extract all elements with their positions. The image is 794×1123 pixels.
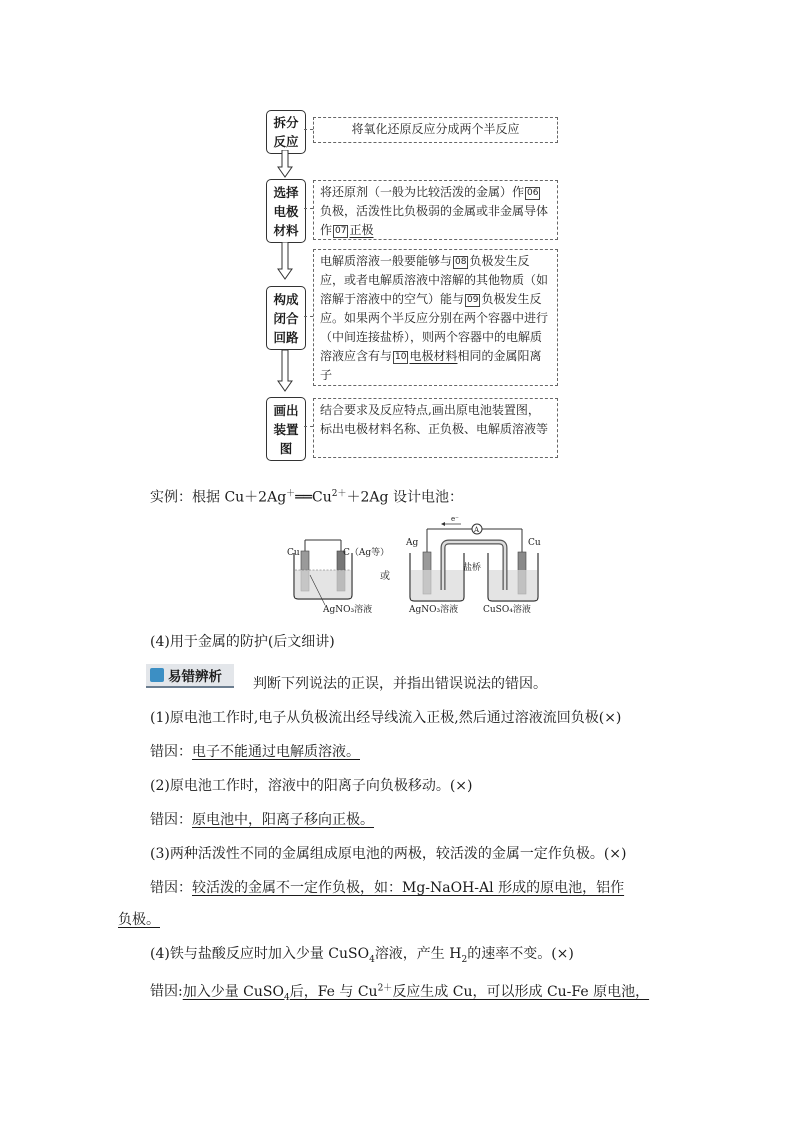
reason-4	[150, 978, 649, 1007]
reason-text: 原电池中，阳离子移向正极。	[192, 812, 374, 828]
connector	[304, 208, 313, 209]
reason-text: 负极。	[118, 912, 160, 928]
superscript: 2＋	[377, 983, 393, 993]
step-desc-text: 负极发生反应。如果两个半反应分别在两个容器中进行（中间连接盐桥），则两个容器中的电解质溶液应含有与	[320, 292, 549, 363]
reason-part: 加入少量 CuSO	[182, 983, 284, 1000]
step-label: 构成	[273, 291, 299, 307]
battery-diagram	[285, 515, 550, 620]
step-desc-text: 将还原剂（一般为比较活泼的金属）作	[320, 185, 525, 199]
step-desc-text: 结合要求及反应特点,画出原电池装置图，标出电极材料名称、正负极、电解质溶液等	[320, 403, 549, 436]
question-4	[150, 944, 574, 970]
mistake-intro: 判断下列说法的正误，并指出错误说法的错因。	[253, 676, 547, 692]
question-3: (3)两种活泼性不同的金属组成原电池的两极，较活泼的金属一定作负极。(×)	[150, 846, 627, 862]
step-closed-circuit	[266, 286, 306, 350]
step-desc	[313, 398, 558, 458]
single-cell-figure	[287, 540, 389, 615]
blank-number: 10	[395, 352, 407, 362]
reason-part: 后，Fe 与 Cu	[289, 983, 378, 1000]
connector	[304, 426, 313, 427]
step-desc-text: 相同的金属阳离子	[320, 349, 542, 382]
reason-label: 错因：	[150, 880, 192, 896]
step-split-reaction	[266, 110, 306, 154]
example-text: 实例：根据 Cu＋2Ag	[150, 489, 287, 506]
step-desc-text: 将氧化还原反应分成两个半反应	[351, 122, 520, 136]
reason-3-cont	[118, 910, 160, 930]
left-cu-label: Cu	[287, 548, 300, 558]
question-2: (2)原电池工作时，溶液中的阳离子向负极移动。(×)	[150, 778, 473, 794]
connector	[304, 316, 313, 317]
example-text: ＋2Ag 设计电池：	[346, 489, 463, 506]
step-label: 拆分	[273, 115, 299, 130]
example-line	[150, 484, 463, 508]
step-desc	[313, 117, 558, 143]
mistake-badge	[146, 664, 234, 688]
step-label: 反应	[273, 134, 299, 149]
step-desc-text: 负极发生反应，或者电解质溶液中溶解的其他物质（如溶解于溶液中的空气）能与	[320, 254, 549, 306]
blank-number: 08	[455, 257, 467, 267]
step-desc	[313, 180, 558, 240]
subscript: 4	[283, 992, 290, 1003]
reason-3	[150, 878, 624, 898]
step-label: 回路	[273, 329, 299, 345]
step-label: 材料	[273, 222, 299, 238]
example-text: ══Cu	[295, 489, 332, 506]
step-desc-text: 电极材料	[409, 349, 458, 363]
reason-label: 错因：	[150, 812, 192, 828]
step-label: 画出	[273, 402, 299, 418]
blank-number: 09	[467, 295, 479, 305]
superscript: ＋	[286, 489, 296, 499]
connector	[304, 129, 313, 130]
reason-text: 较活泼的金属不一定作负极，如：Mg-NaOH-Al 形成的原电池，铝作	[192, 880, 625, 896]
salt-bridge-label: 盐桥	[463, 563, 482, 573]
down-arrow-icon	[277, 350, 293, 392]
or-label: 或	[380, 571, 390, 582]
superscript: 2＋	[331, 489, 347, 499]
badge-title: 易错辨析	[168, 669, 222, 685]
down-arrow-icon	[277, 242, 293, 280]
reason-label: 错因：	[150, 744, 192, 760]
step-label: 图	[279, 440, 293, 456]
left-c-label: C（Ag等）	[343, 548, 390, 558]
reason-part: 反应生成 Cu，可以形成 Cu-Fe 原电池，	[392, 983, 650, 1000]
step-desc-text: 电解质溶液一般要能够与	[320, 254, 453, 268]
step-label: 选择	[273, 184, 299, 200]
double-cell-figure	[405, 515, 541, 615]
electron-label: e⁻	[451, 515, 459, 523]
step-desc-text: 负极，活泼性比负极弱的金属或非金属导体作	[320, 204, 549, 237]
reason-label: 错因:	[150, 983, 183, 1000]
blank-number: 06	[527, 188, 539, 198]
right-ag-label: Ag	[406, 538, 419, 548]
reason-text	[182, 983, 650, 1003]
section-protection: (4)用于金属的防护(后文细讲)	[150, 634, 335, 650]
question-text: (4)铁与盐酸反应时加入少量 CuSO	[150, 946, 370, 962]
subscript: 4	[369, 954, 375, 965]
question-1: (1)原电池工作时,电子从负极流出经导线流入正极,然后通过溶液流回负极(×)	[150, 710, 622, 726]
question-text: 的速率不变。(×)	[467, 946, 574, 962]
blank-number: 07	[335, 226, 347, 236]
step-label: 闭合	[273, 310, 299, 326]
step-desc-text: 正极	[349, 223, 374, 237]
reason-text: 电子不能通过电解质溶液。	[192, 744, 360, 760]
left-solution-label: AgNO₃溶液	[323, 605, 373, 615]
reason-2	[150, 810, 374, 830]
step-choose-electrode	[266, 179, 306, 243]
ammeter-label: A	[474, 526, 480, 534]
reason-1	[150, 742, 360, 762]
book-icon	[150, 668, 164, 682]
subscript: 2	[461, 954, 468, 965]
right-cu-label: Cu	[528, 538, 541, 548]
step-draw-device	[266, 397, 306, 461]
step-label: 电极	[273, 203, 299, 219]
step-label: 装置	[273, 421, 299, 437]
down-arrow-icon	[277, 150, 293, 178]
step-desc	[313, 249, 558, 386]
cuso4-solution-label: CuSO₄溶液	[483, 605, 531, 615]
agno3-solution-label: AgNO₃溶液	[409, 605, 459, 615]
question-text: 溶液，产生 H	[374, 946, 462, 962]
